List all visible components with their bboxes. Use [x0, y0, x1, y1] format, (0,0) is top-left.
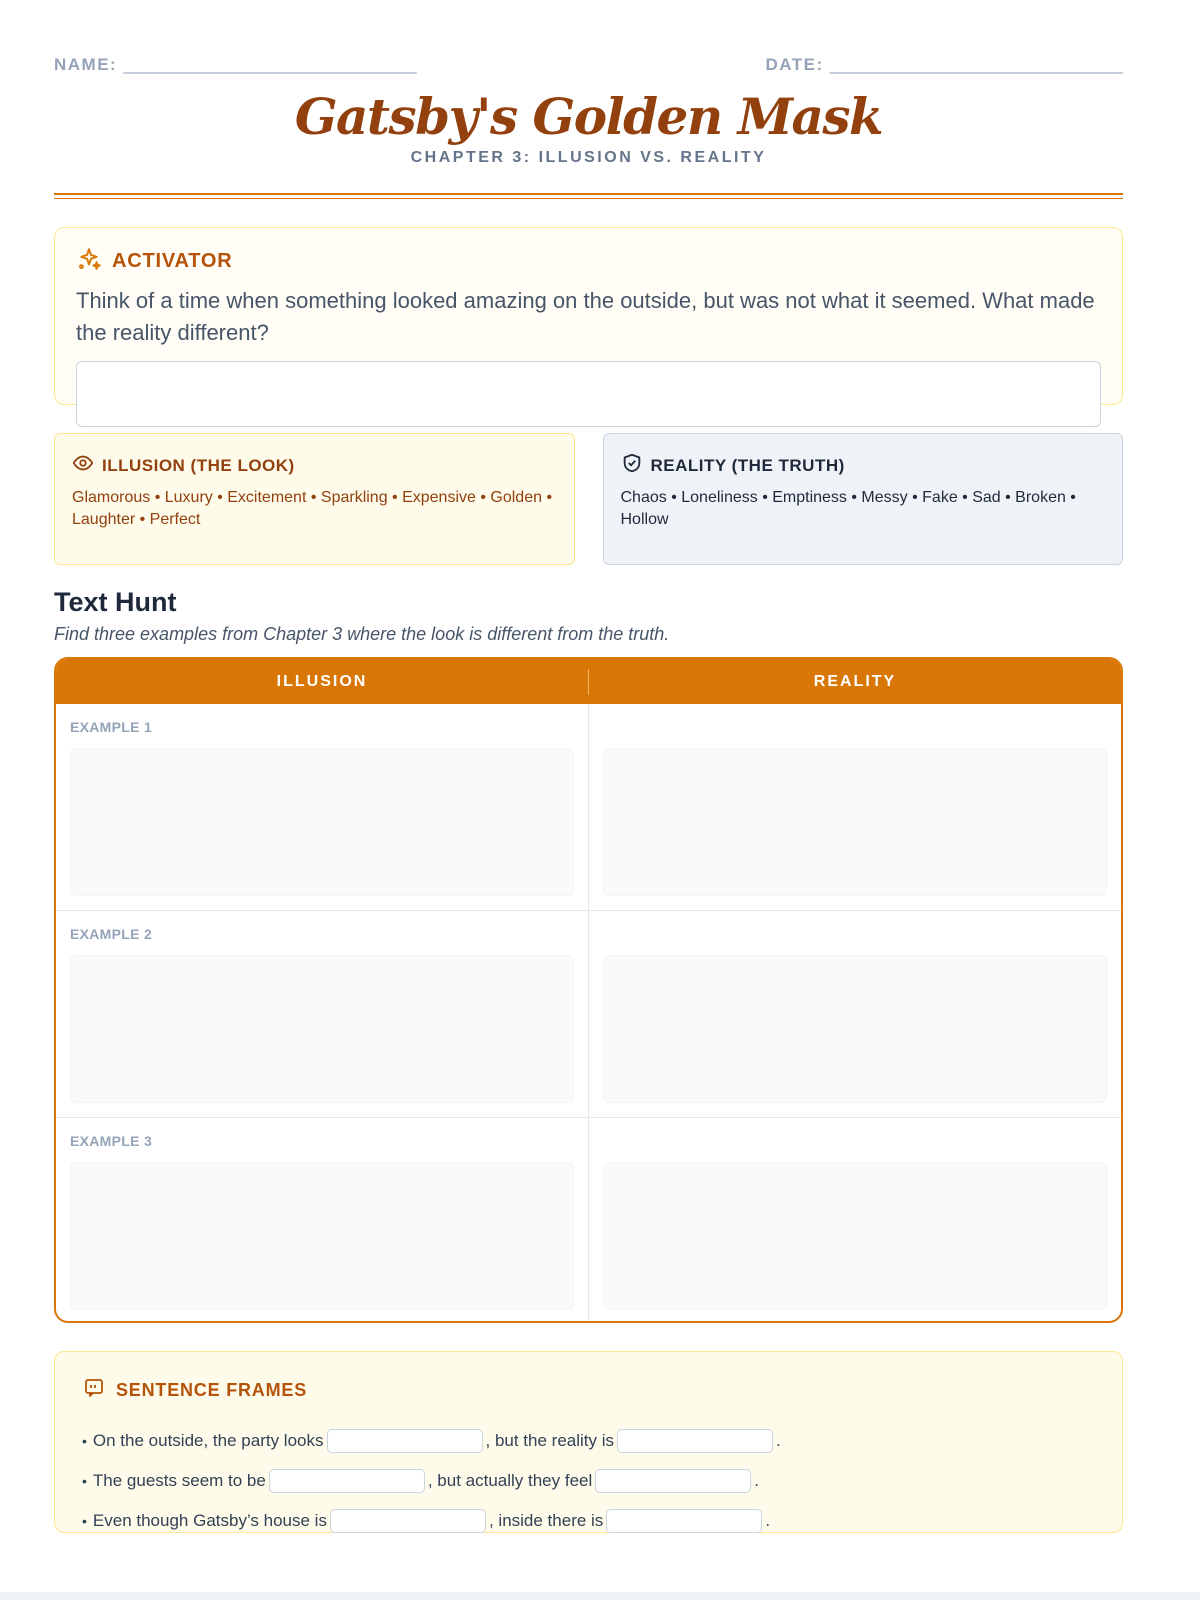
reality-answer-box[interactable] — [603, 955, 1107, 1103]
table-row — [56, 1117, 1121, 1323]
frame-text-middle: , but the reality is — [485, 1431, 615, 1450]
word-banks — [54, 433, 1123, 565]
page-title: Gatsby's Golden Mask — [294, 87, 883, 146]
sentence-frame — [82, 1421, 1095, 1461]
reality-bank-label: REALITY (THE TRUTH) — [650, 455, 845, 475]
frame-blank[interactable] — [330, 1509, 486, 1533]
name-line — [54, 55, 417, 75]
reality-word-bank — [603, 433, 1124, 565]
frame-text-end: . — [765, 1511, 771, 1530]
illusion-bank-label: ILLUSION (THE LOOK) — [102, 455, 295, 475]
illusion-cell — [56, 911, 588, 1117]
frame-text-middle: , inside there is — [488, 1511, 604, 1530]
shield-check-icon — [621, 452, 643, 479]
text-hunt-instructions: Find three examples from Chapter 3 where the look is different from the truth. — [54, 624, 670, 644]
frame-text-start: The guests seem to be — [92, 1471, 266, 1490]
frame-blank[interactable] — [606, 1509, 762, 1533]
table-row — [56, 704, 1121, 910]
sentence-frames-header — [82, 1376, 1095, 1405]
date-line — [765, 55, 1123, 75]
frame-blank[interactable] — [269, 1469, 425, 1493]
frame-text-middle: , but actually they feel — [427, 1471, 593, 1490]
eye-icon — [72, 452, 94, 479]
text-hunt-table — [54, 657, 1123, 1323]
sentence-frames-label: SENTENCE FRAMES — [116, 1380, 308, 1400]
activator-answer-box[interactable] — [76, 361, 1101, 427]
date-blank[interactable]: _______________________________ — [829, 55, 1123, 74]
example-label: EXAMPLE 2 — [70, 926, 153, 942]
column-header-reality: REALITY — [588, 669, 1121, 695]
frame-blank[interactable] — [327, 1429, 483, 1453]
activator-label: ACTIVATOR — [112, 250, 233, 272]
sentence-frame-list — [82, 1421, 1095, 1541]
frame-blank[interactable] — [617, 1429, 773, 1453]
illusion-cell — [56, 1118, 588, 1323]
name-blank[interactable]: _______________________________ — [123, 55, 417, 74]
table-header — [56, 659, 1121, 704]
example-label: EXAMPLE 1 — [70, 719, 153, 735]
activator-prompt: Think of a time when something looked amazing on the outside, but was not what it seemed. What made the reality different? — [76, 288, 1095, 345]
text-hunt-title: Text Hunt — [54, 587, 177, 617]
bullet: • — [82, 1473, 87, 1489]
table-body — [56, 704, 1121, 1323]
sparkles-icon — [76, 246, 102, 277]
activator-section — [54, 227, 1123, 405]
table-row — [56, 910, 1121, 1117]
page-subtitle: CHAPTER 3: ILLUSION VS. REALITY — [410, 149, 767, 166]
header-row — [54, 0, 1123, 75]
illusion-answer-box[interactable] — [70, 955, 574, 1103]
reality-cell — [588, 704, 1121, 910]
reality-cell — [588, 1118, 1121, 1323]
date-label: DATE: — [765, 55, 824, 74]
bullet: • — [82, 1433, 87, 1449]
name-label: NAME: — [54, 55, 118, 74]
frame-text-start: On the outside, the party looks — [92, 1431, 324, 1450]
frame-text-end: . — [776, 1431, 781, 1450]
double-divider — [54, 193, 1123, 199]
frame-text-end: . — [754, 1471, 760, 1490]
reality-answer-box[interactable] — [603, 748, 1107, 896]
sentence-frame — [82, 1501, 1095, 1541]
illusion-word-bank — [54, 433, 575, 565]
sentence-frames-section — [54, 1351, 1123, 1533]
reality-cell — [588, 911, 1121, 1117]
activator-header — [76, 246, 1101, 277]
frame-blank[interactable] — [595, 1469, 751, 1493]
illusion-bank-header — [72, 452, 557, 479]
illusion-answer-box[interactable] — [70, 1162, 574, 1310]
illusion-word-list: Glamorous • Luxury • Excitement • Sparkling • Expensive • Golden • Laughter • Perfect — [72, 489, 553, 528]
bullet: • — [82, 1513, 87, 1529]
illusion-cell — [56, 704, 588, 910]
illusion-answer-box[interactable] — [70, 748, 574, 896]
example-label: EXAMPLE 3 — [70, 1133, 153, 1149]
column-header-illusion: ILLUSION — [276, 672, 368, 690]
frame-text-start: Even though Gatsby’s house is — [92, 1511, 327, 1530]
reality-answer-box[interactable] — [603, 1162, 1107, 1310]
reality-bank-header — [621, 452, 1106, 479]
speech-bubble-icon — [82, 1376, 106, 1405]
reality-word-list: Chaos • Loneliness • Emptiness • Messy • Fake • Sad • Broken • Hollow — [620, 489, 1076, 528]
sentence-frame — [82, 1461, 1095, 1501]
